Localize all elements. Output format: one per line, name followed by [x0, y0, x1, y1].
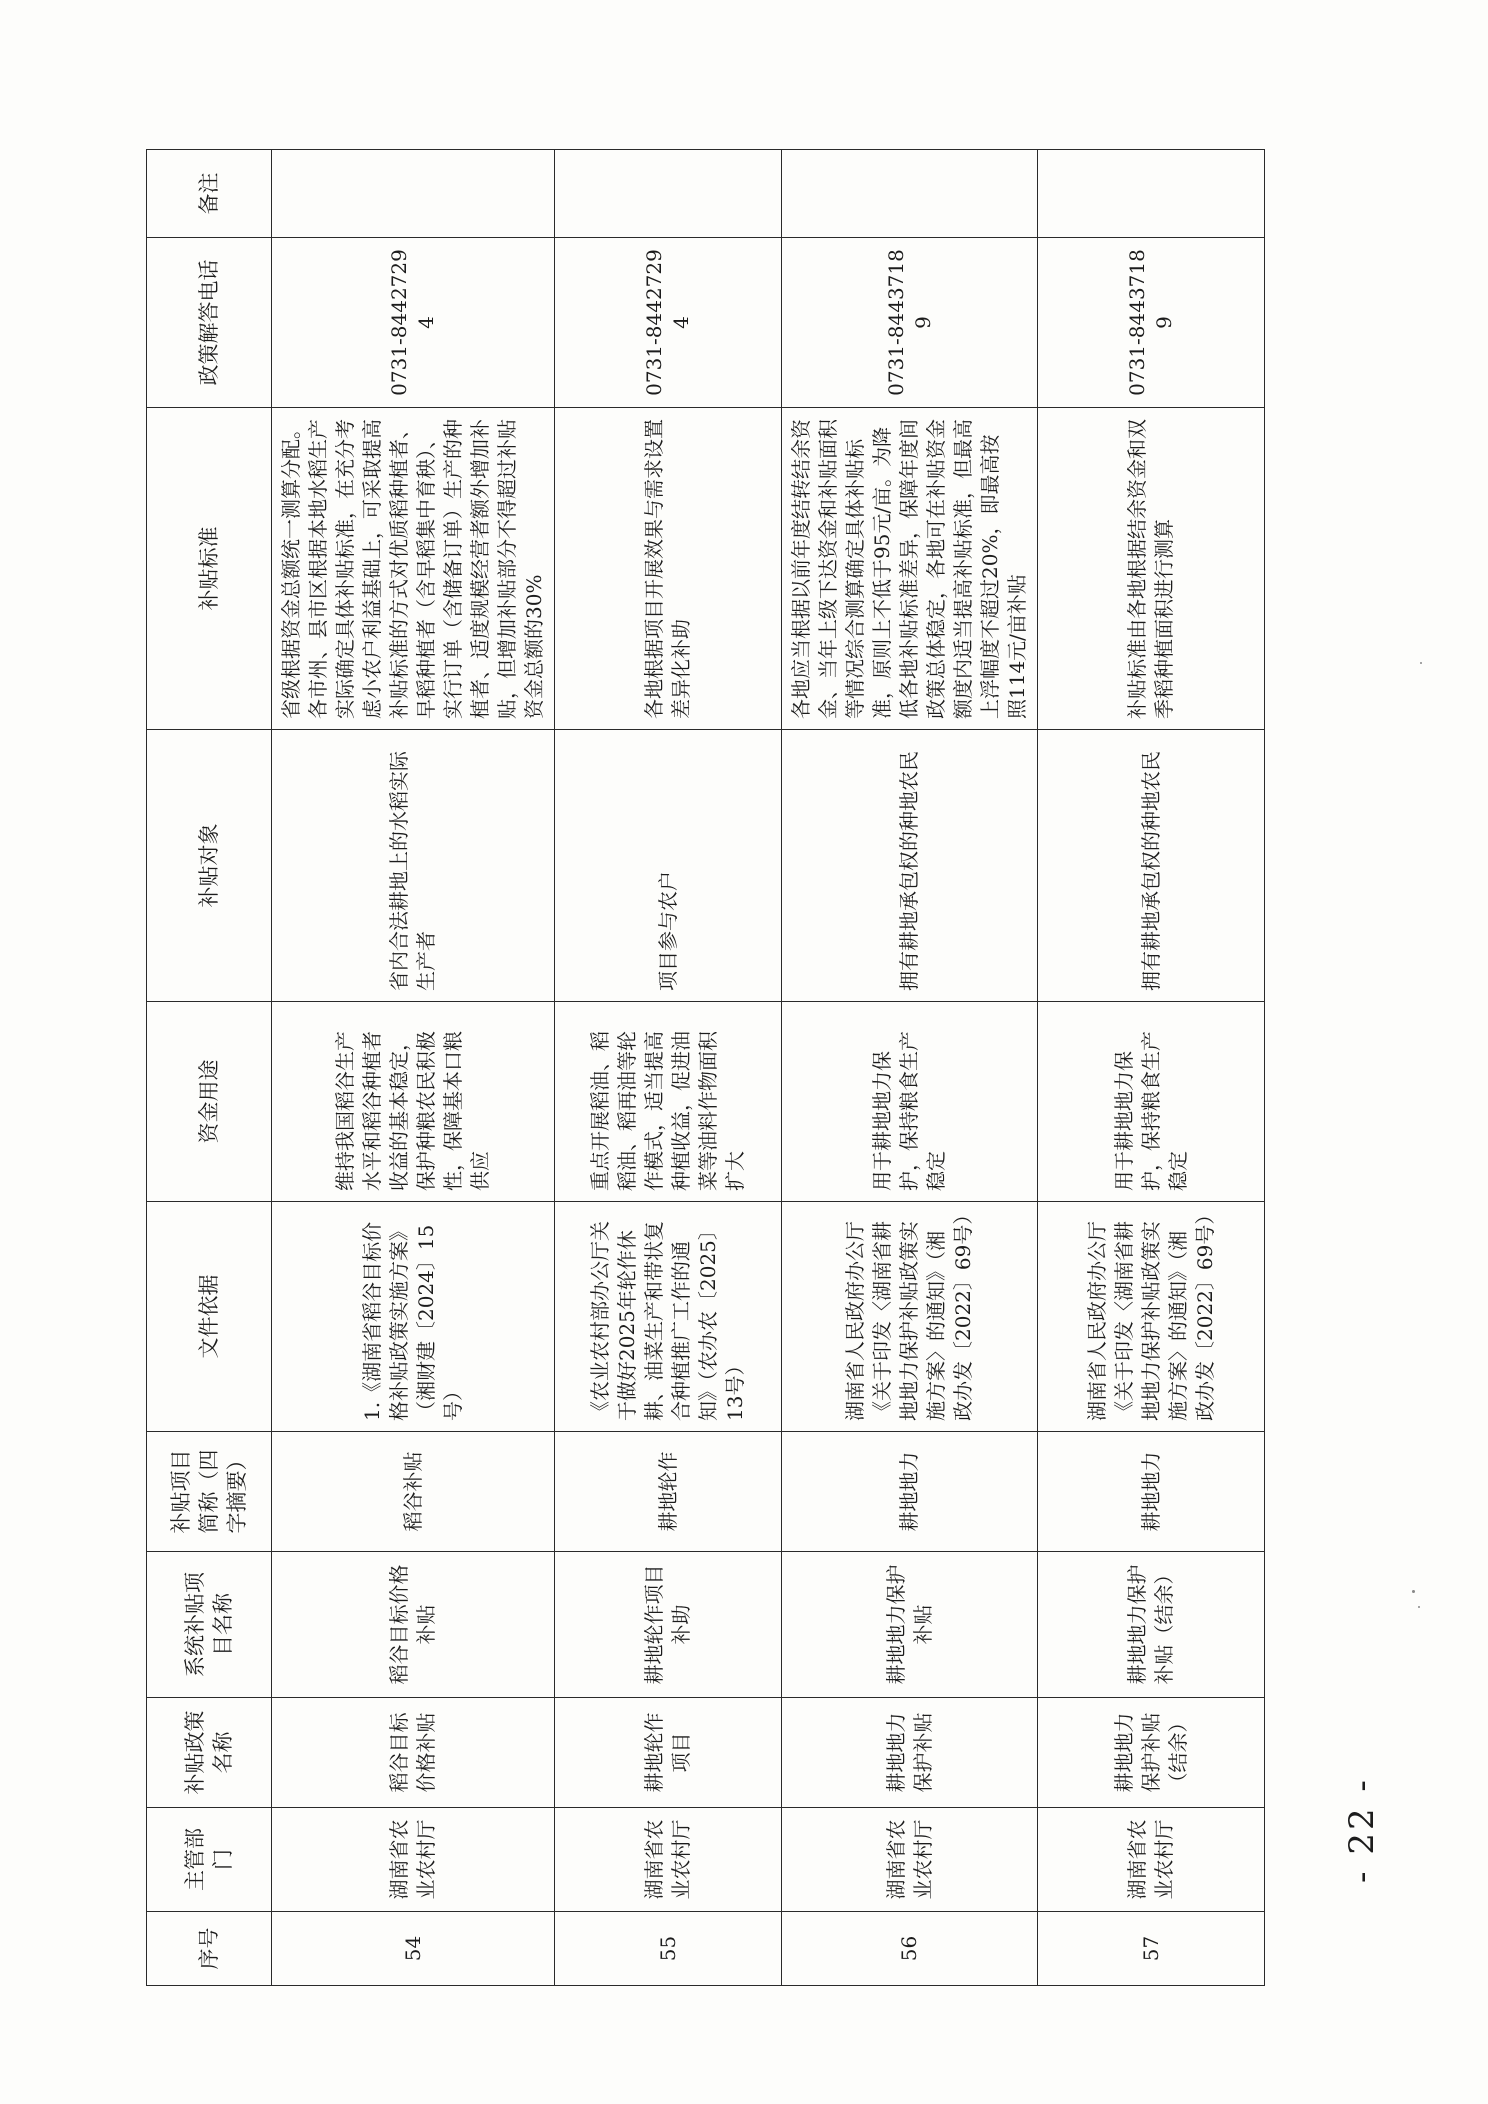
header-seq: 序号: [147, 1912, 272, 1986]
table-header-row: [147, 150, 272, 1986]
cell-seq: 57: [1038, 1912, 1265, 1986]
cell-seq: 55: [555, 1912, 782, 1986]
cell-policy: 耕地地力保护补贴（结余）: [1038, 1698, 1265, 1808]
cell-target: 项目参与农户: [555, 730, 782, 1002]
cell-usage: 用于耕地地力保护，保持粮食生产稳定: [1038, 1002, 1265, 1202]
header-phone: 政策解答电话: [147, 238, 272, 408]
cell-dept: 湖南省农业农村厅: [1038, 1808, 1265, 1912]
cell-standard: 各地根据项目开展效果与需求设置差异化补助: [555, 408, 782, 730]
cell-target: 拥有耕地承包权的种地农民: [1038, 730, 1265, 1002]
cell-system: 耕地轮作项目补助: [555, 1552, 782, 1698]
header-system: 系统补贴项目名称: [147, 1552, 272, 1698]
cell-note: [1038, 150, 1265, 238]
cell-phone: 0731-84437189: [1038, 238, 1265, 408]
cell-dept: 湖南省农业农村厅: [272, 1808, 555, 1912]
cell-basis: 《农业农村部办公厅关于做好2025年轮作休耕、油菜生产和带状复合种植推广工作的通知》（农办农〔2025〕13号）: [555, 1202, 782, 1432]
cell-dept: 湖南省农业农村厅: [782, 1808, 1038, 1912]
rotated-table-container: [146, 150, 1217, 1986]
cell-phone: 0731-84427294: [555, 238, 782, 408]
cell-usage: 维持我国稻谷生产水平和稻谷种植者收益的基本稳定，保护种粮农民积极性，保障基本口粮供应: [272, 1002, 555, 1202]
cell-system: 稻谷目标价格补贴: [272, 1552, 555, 1698]
header-target: 补贴对象: [147, 730, 272, 1002]
cell-abbr: 耕地轮作: [555, 1432, 782, 1552]
cell-abbr: 稻谷补贴: [272, 1432, 555, 1552]
cell-policy: 耕地地力保护补贴: [782, 1698, 1038, 1808]
cell-usage: 重点开展稻油、稻稻油、稻再油等轮作模式，适当提高种植收益，促进油菜等油料作物面积扩大: [555, 1002, 782, 1202]
scan-speck: [1412, 1590, 1415, 1593]
subsidy-policy-table: [146, 149, 1265, 1986]
cell-target: 省内合法耕地上的水稻实际生产者: [272, 730, 555, 1002]
cell-standard: 省级根据资金总额统一测算分配。各市州、县市区根据本地水稻生产实际确定具体补贴标准，在充分考虑小农户利益基础上，可采取提高补贴标准的方式对优质稻种植者、早稻种植者（含早稻集中育秧）、实行订单（含储备订单）生产的种植者、适度规模经营者额外增加补贴，但增加补贴部分不得超过补贴资金总额的30%: [272, 408, 555, 730]
cell-phone: 0731-84437189: [782, 238, 1038, 408]
cell-policy: 稻谷目标价格补贴: [272, 1698, 555, 1808]
cell-seq: 54: [272, 1912, 555, 1986]
cell-policy: 耕地轮作项目: [555, 1698, 782, 1808]
header-abbr: 补贴项目简称（四字摘要）: [147, 1432, 272, 1552]
cell-system: 耕地地力保护补贴（结余）: [1038, 1552, 1265, 1698]
header-basis: 文件依据: [147, 1202, 272, 1432]
cell-note: [782, 150, 1038, 238]
scan-speck: [1418, 1606, 1420, 1608]
cell-seq: 56: [782, 1912, 1038, 1986]
cell-basis: 湖南省人民政府办公厅《关于印发〈湖南省耕地地力保护补贴政策实施方案〉的通知》（湘政办发〔2022〕69号）: [782, 1202, 1038, 1432]
header-standard: 补贴标准: [147, 408, 272, 730]
table-row: [272, 150, 555, 1986]
table-row: [555, 150, 782, 1986]
cell-basis: 1.《湖南省稻谷目标价格补贴政策实施方案》（湘财建〔2024〕15号）: [272, 1202, 555, 1432]
header-policy: 补贴政策名称: [147, 1698, 272, 1808]
cell-phone: 0731-84427294: [272, 238, 555, 408]
cell-note: [272, 150, 555, 238]
cell-note: [555, 150, 782, 238]
header-note: 备注: [147, 150, 272, 238]
table-row: [782, 150, 1038, 1986]
cell-usage: 用于耕地地力保护，保持粮食生产稳定: [782, 1002, 1038, 1202]
cell-dept: 湖南省农业农村厅: [555, 1808, 782, 1912]
header-dept: 主管部门: [147, 1808, 272, 1912]
page-number: - 22 -: [1342, 1777, 1382, 1883]
cell-target: 拥有耕地承包权的种地农民: [782, 730, 1038, 1002]
header-usage: 资金用途: [147, 1002, 272, 1202]
scan-speck: [1420, 662, 1422, 664]
cell-basis: 湖南省人民政府办公厅《关于印发〈湖南省耕地地力保护补贴政策实施方案〉的通知》（湘政办发〔2022〕69号）: [1038, 1202, 1265, 1432]
cell-abbr: 耕地地力: [1038, 1432, 1265, 1552]
cell-standard: 各地应当根据以前年度结转结余资金、当年上级下达资金和补贴面积等情况综合测算确定具体补贴标准，原则上不低于95元/亩。为降低各地补贴标准差异，保障年度间政策总体稳定，各地可在补贴资金额度内适当提高补贴标准，但最高上浮幅度不超过20%，即最高按照114元/亩补贴: [782, 408, 1038, 730]
cell-system: 耕地地力保护补贴: [782, 1552, 1038, 1698]
cell-standard: 补贴标准由各地根据结余资金和双季稻种植面积进行测算: [1038, 408, 1265, 730]
cell-abbr: 耕地地力: [782, 1432, 1038, 1552]
table-row: [1038, 150, 1265, 1986]
